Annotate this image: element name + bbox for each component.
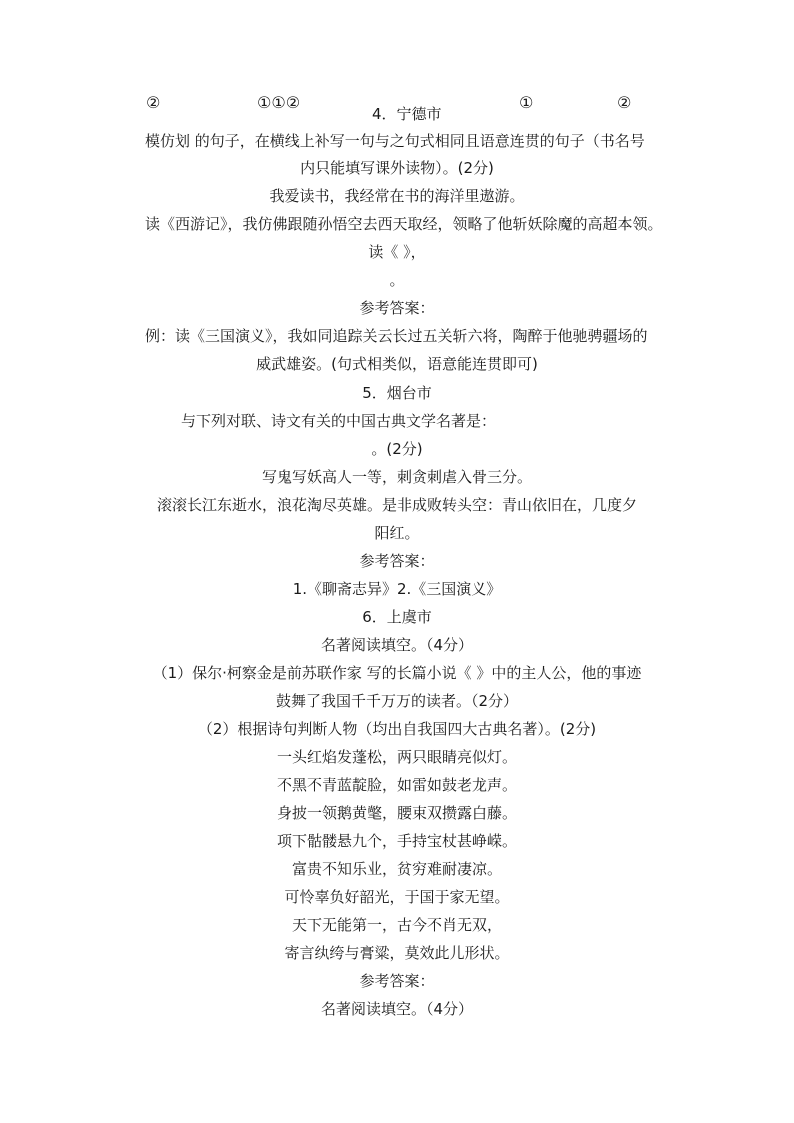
fill-blank: 。 <box>389 271 405 289</box>
section-heading: 5．烟台市 <box>362 384 432 402</box>
poem-line: 不黑不青蓝靛脸，如雷如鼓老龙声。 <box>276 776 517 794</box>
poem-text: 阳红。 <box>374 524 420 542</box>
answer-text: 名著阅读填空。（4分） <box>320 1000 474 1018</box>
answer-label: 参考答案： <box>359 552 435 570</box>
example-sentence: 读《西游记》，我仿佛跟随孙悟空去西天取经，领略了他斩妖除魔的高超本领。 <box>145 215 663 233</box>
poem-text: 滚滚长江东逝水，浪花淘尽英雄。是非成败转头空：青山依旧在，几度夕 <box>156 496 637 514</box>
poem-line: 寄言纨绔与膏粱，莫效此儿形状。 <box>284 944 510 962</box>
circled-mark: ①①② <box>257 93 301 112</box>
answer-text: 例：读《三国演义》，我如同追踪关云长过五关斩六将，陶醉于他驰骋疆场的 <box>145 327 648 345</box>
question-text: 内只能填写课外读物）。(2分) <box>300 159 494 177</box>
poem-line: 项下骷髅悬九个，手持宝杖甚峥嵘。 <box>276 832 517 850</box>
question-text: （1）保尔·柯察金是前苏联作家 写的长篇小说《 》中的主人公，他的事迹 <box>152 664 642 682</box>
section-heading: 6．上虞市 <box>362 608 432 626</box>
circled-mark: ① <box>519 93 534 112</box>
given-sentence: 我爱读书，我经常在书的海洋里遨游。 <box>269 187 525 205</box>
question-text: 与下列对联、诗文有关的中国古典文学名著是： <box>181 412 497 430</box>
circled-mark: ② <box>617 93 632 112</box>
answer-text: 1.《聊斋志异》2.《三国演义》 <box>292 580 502 598</box>
question-text: （2）根据诗句判断人物（均出自我国四大古典名著）。(2分) <box>197 720 597 738</box>
poem-line: 可怜辜负好韶光，于国于家无望。 <box>284 888 510 906</box>
section-heading: 4．宁德市 <box>372 105 442 123</box>
answer-label: 参考答案： <box>359 972 435 990</box>
couplet-text: 写鬼写妖高人一等，刺贪刺虐入骨三分。 <box>261 468 532 486</box>
answer-text: 威武雄姿。(句式相类似，语意能连贯即可) <box>256 355 538 373</box>
question-title: 名著阅读填空。（4分） <box>320 636 474 654</box>
fill-blank: 读《 》， <box>368 243 426 261</box>
question-points: 。(2分) <box>371 440 423 458</box>
answer-label: 参考答案： <box>359 299 435 317</box>
poem-line: 一头红焰发蓬松，两只眼睛亮似灯。 <box>276 748 517 766</box>
question-text: 模仿划 的句子，在横线上补写一句与之句式相同且语意连贯的句子（书名号 <box>145 132 645 150</box>
circled-mark: ② <box>146 93 161 112</box>
question-text: 鼓舞了我国千千万万的读者。（2分） <box>275 692 519 710</box>
poem-line: 身披一领鹅黄氅，腰束双攒露白藤。 <box>276 804 517 822</box>
poem-line: 天下无能第一，古今不肖无双， <box>291 916 502 934</box>
poem-line: 富贵不知乐业，贫穷难耐凄凉。 <box>291 860 502 878</box>
